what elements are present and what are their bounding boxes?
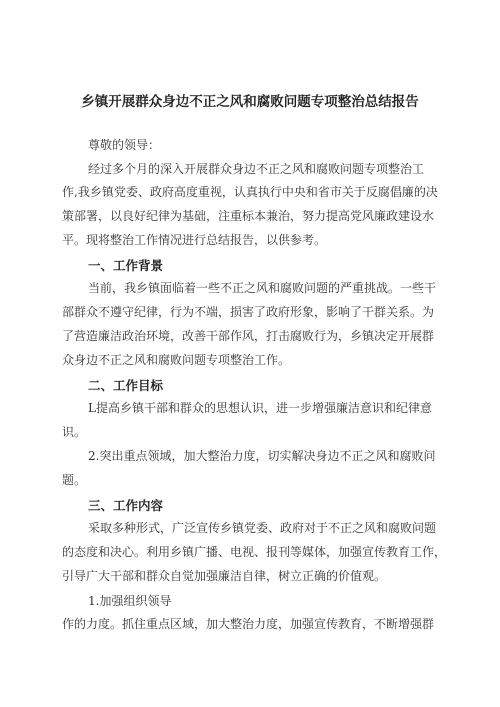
section3-line-3: 引导广大干部和群众自觉加强廉洁自律，树立正确的价值观。 [62, 569, 387, 583]
section1-line-1: 当前，我乡镇面临着一些不正之风和腐败问题的严重挑战。一些干 [88, 281, 437, 295]
goal2-line-1: 2.突出重点领域，加大整治力度，切实解决身边不正之风和腐败问 [88, 449, 436, 463]
goal1-line-2: 识。 [62, 425, 87, 439]
intro-line-4: 平。现将整治工作情况进行总结报告，以供参考。 [62, 233, 327, 247]
section1-heading: 一、工作背景 [88, 258, 164, 273]
section1-line-3: 了营造廉洁政治环境，改善干部作风，打击腐败行为，乡镇决定开展群 [62, 329, 435, 343]
document-title: 乡镇开展群众身边不正之风和腐败问题专项整治总结报告 [81, 94, 419, 110]
intro-line-2: 作,我乡镇党委、政府高度重视，认真执行中央和省市关于反腐倡廉的决 [62, 185, 438, 199]
section3-tail-line: 作的力度。抓住重点区域，加大整治力度，加强宣传教育，不断增强群 [62, 617, 435, 631]
section3-line-1: 采取多种形式，广泛宣传乡镇党委、政府对于不正之风和腐败问题 [88, 521, 437, 535]
section3-subheading-1: 1.加强组织领导 [88, 594, 172, 608]
goal1-line-1: L提高乡镇干部和群众的思想认识，进一步增强廉洁意识和纪律意 [88, 401, 432, 415]
section1-line-4: 众身边不正之风和腐败问题专项整治工作。 [62, 353, 291, 367]
intro-line-1: 经过多个月的深入开展群众身边不正之风和腐败问题专项整治工 [88, 162, 425, 176]
intro-line-3: 策部署，以良好纪律为基础，注重标本兼治，努力提高党风廉政建设水 [62, 209, 435, 223]
section2-heading: 二、工作目标 [88, 378, 164, 393]
salutation: 尊敬的领导： [88, 138, 161, 152]
goal2-line-2: 题。 [62, 473, 87, 487]
section3-line-2: 的态度和决心。利用乡镇广播、电视、报刊等媒体，加强宣传教育工作， [62, 545, 447, 559]
section1-line-2: 部群众不遵守纪律，行为不端，损害了政府形象，影响了干群关系。为 [62, 305, 435, 319]
section3-heading: 三、工作内容 [88, 498, 164, 513]
